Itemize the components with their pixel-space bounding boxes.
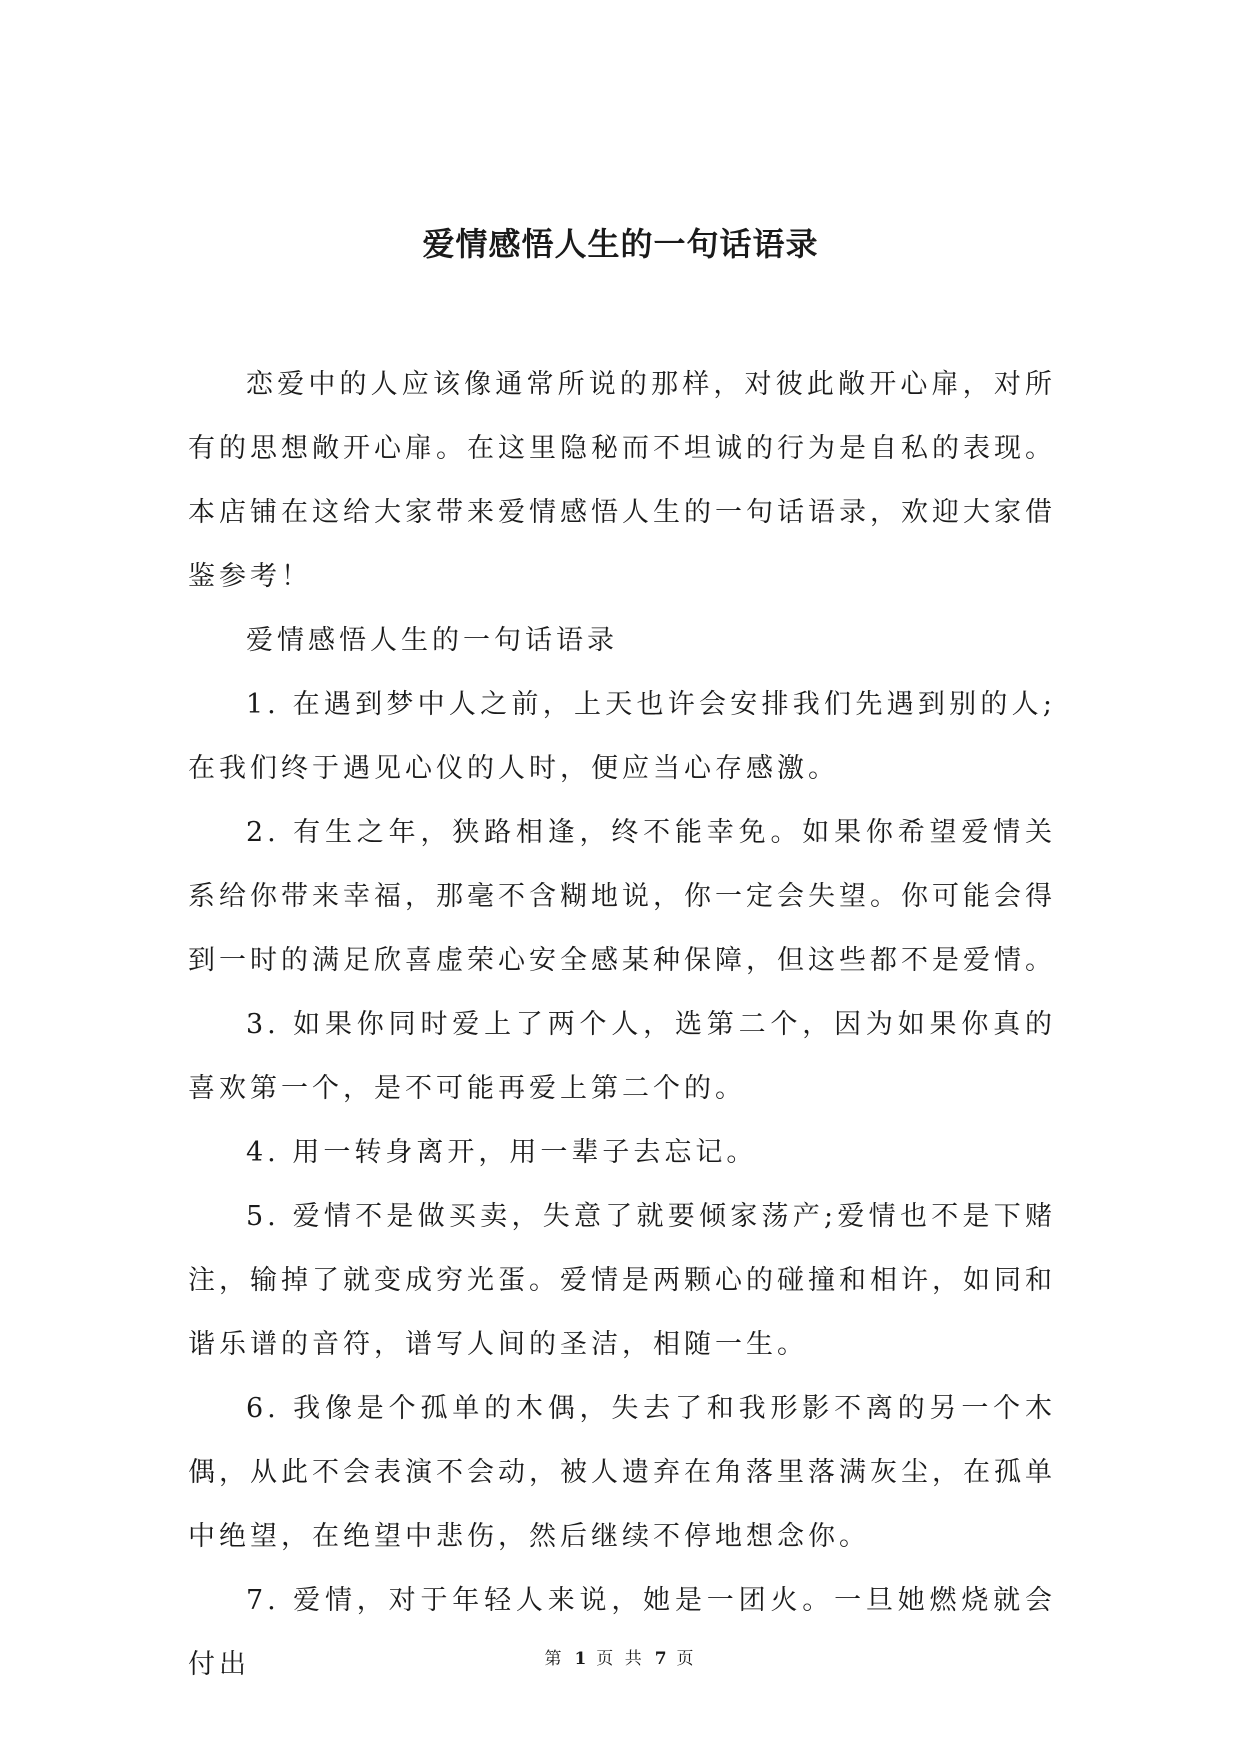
total-pages-number: 7 <box>654 1649 667 1669</box>
quote-item-1: 1. 在遇到梦中人之前，上天也许会安排我们先遇到别的人;在我们终于遇见心仪的人时，便应当心存感激。 <box>188 689 1056 784</box>
document-title: 爱情感悟人生的一句话语录 <box>422 225 819 263</box>
quote-item-4: 4. 用一转身离开，用一辈子去忘记。 <box>246 1137 758 1168</box>
current-page-number: 1 <box>574 1649 587 1669</box>
page-footer <box>0 1647 1241 1671</box>
document-body <box>188 353 1056 1697</box>
footer-prefix: 第 <box>544 1649 565 1669</box>
quote-item-6: 6. 我像是个孤单的木偶，失去了和我形影不离的另一个木偶，从此不会表演不会动，被人遗弃在角落里落满灰尘，在孤单中绝望，在绝望中悲伤，然后继续不停地想念你。 <box>188 1393 1056 1552</box>
quote-item-3: 3. 如果你同时爱上了两个人，选第二个，因为如果你真的喜欢第一个，是不可能再爱上第二个的。 <box>188 1009 1056 1104</box>
section-heading: 爱情感悟人生的一句话语录 <box>246 625 618 656</box>
intro-paragraph: 恋爱中的人应该像通常所说的那样，对彼此敞开心扉，对所有的思想敞开心扉。在这里隐秘而不坦诚的行为是自私的表现。本店铺在这给大家带来爱情感悟人生的一句话语录，欢迎大家借鉴参考！ <box>188 369 1056 592</box>
footer-suffix: 页 <box>676 1649 697 1669</box>
quote-item-7: 7. 爱情，对于年轻人来说，她是一团火。一旦她燃烧就会付出 <box>188 1585 1056 1680</box>
quote-item-2: 2. 有生之年，狭路相逢，终不能幸免。如果你希望爱情关系给你带来幸福，那毫不含糊地说，你一定会失望。你可能会得到一时的满足欣喜虚荣心安全感某种保障，但这些都不是爱情。 <box>188 817 1056 976</box>
footer-middle: 页 共 <box>596 1649 645 1669</box>
quote-item-5: 5. 爱情不是做买卖，失意了就要倾家荡产;爱情也不是下赌注，输掉了就变成穷光蛋。爱情是两颗心的碰撞和相许，如同和谐乐谱的音符，谱写人间的圣洁，相随一生。 <box>188 1201 1056 1360</box>
